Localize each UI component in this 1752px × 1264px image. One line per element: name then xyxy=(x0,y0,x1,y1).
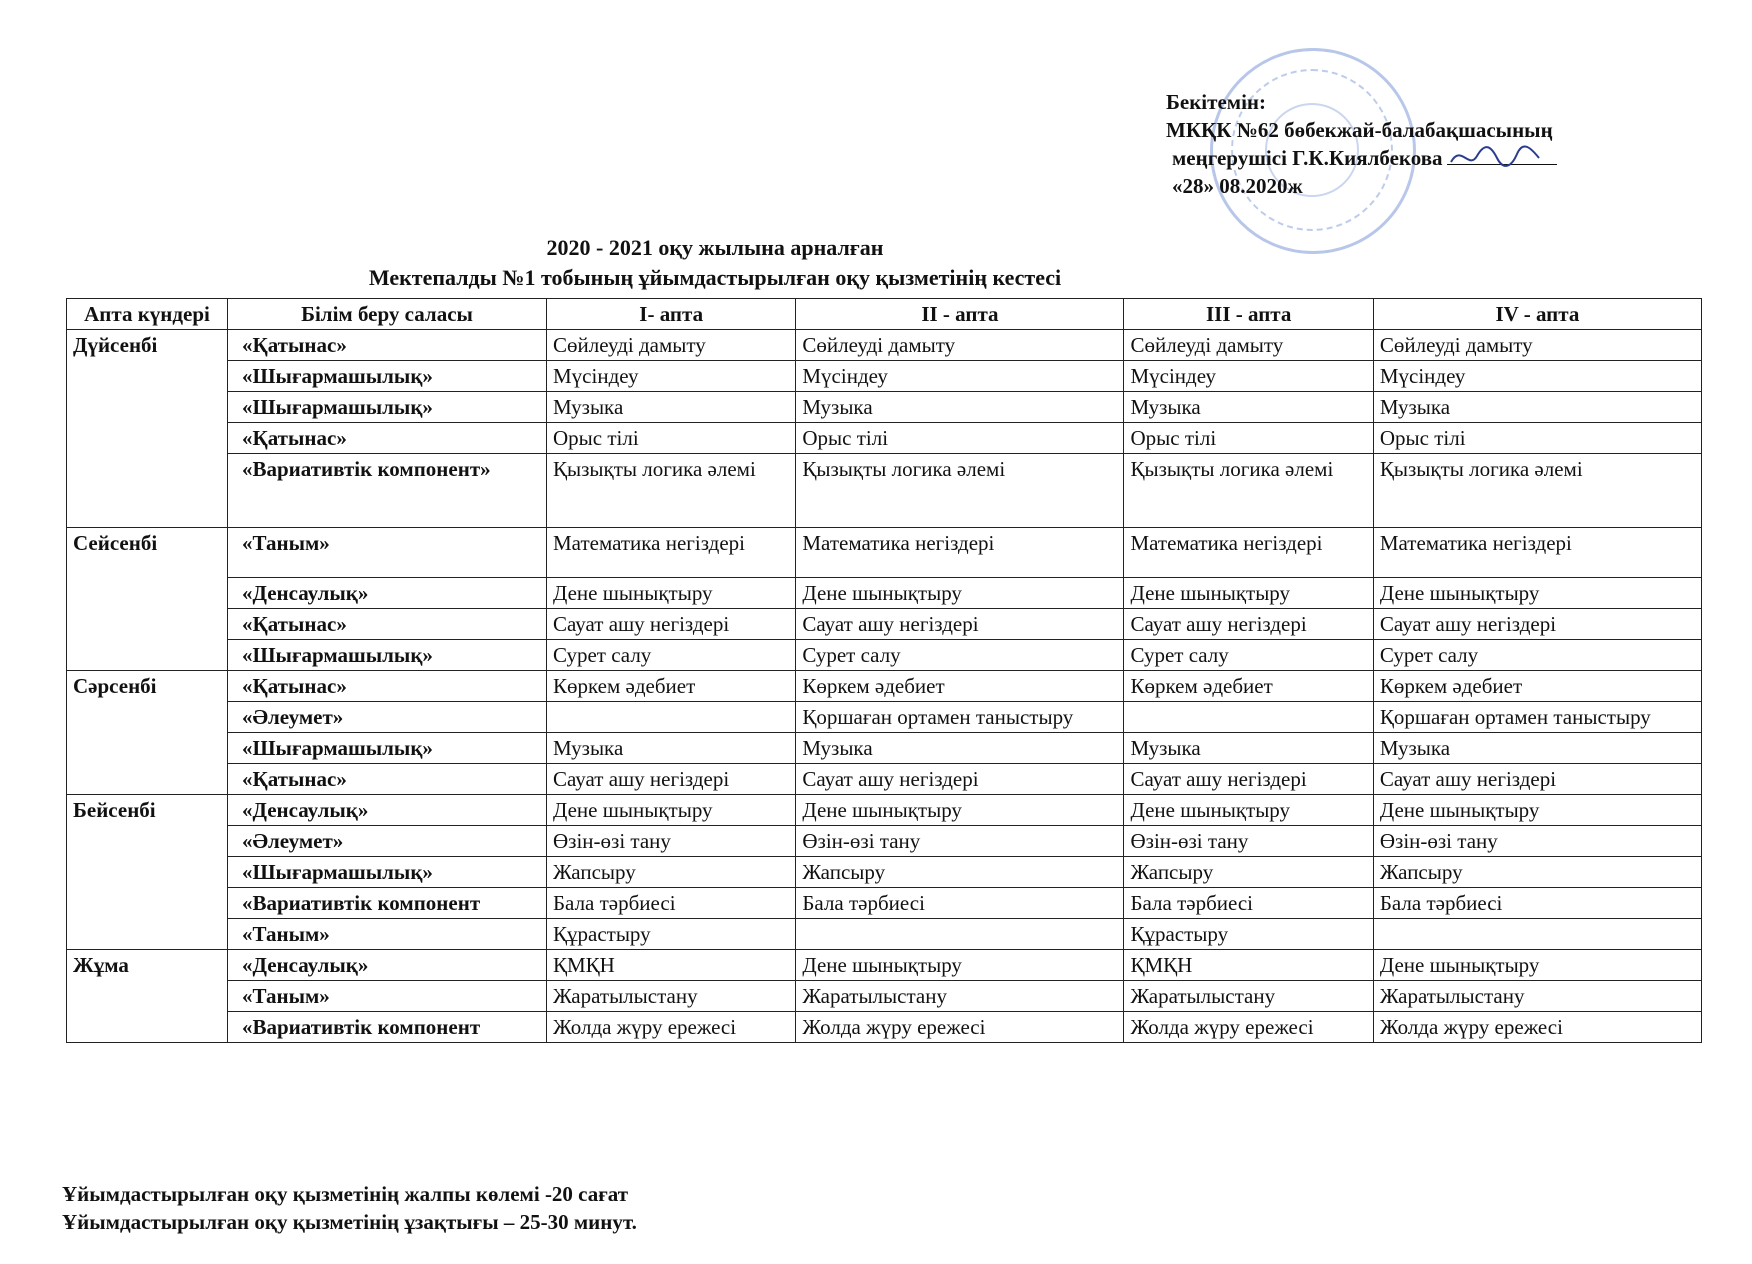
area-cell: «Қатынас» xyxy=(228,609,547,640)
activity-cell: Көркем әдебиет xyxy=(547,671,796,702)
area-cell: «Әлеумет» xyxy=(228,826,547,857)
activity-cell: Музыка xyxy=(547,733,796,764)
activity-cell: Жолда жүру ережесі xyxy=(547,1012,796,1043)
day-cell: Сәрсенбі xyxy=(67,671,228,795)
area-cell: «Әлеумет» xyxy=(228,702,547,733)
activity-cell: Музыка xyxy=(796,733,1124,764)
activity-cell: Музыка xyxy=(796,392,1124,423)
activity-cell: Орыс тілі xyxy=(796,423,1124,454)
activity-cell: Музыка xyxy=(1373,733,1701,764)
area-cell: «Таным» xyxy=(228,919,547,950)
activity-cell: Сурет салу xyxy=(796,640,1124,671)
header-week2: II - апта xyxy=(796,299,1124,330)
activity-cell: Музыка xyxy=(1124,733,1373,764)
area-cell: «Денсаулық» xyxy=(228,795,547,826)
activity-cell: Құрастыру xyxy=(547,919,796,950)
area-cell: «Қатынас» xyxy=(228,764,547,795)
table-row xyxy=(67,888,1702,919)
activity-cell: Сауат ашу негіздері xyxy=(1124,609,1373,640)
activity-cell: Дене шынықтыру xyxy=(1124,578,1373,609)
header-area: Білім беру саласы xyxy=(228,299,547,330)
activity-cell: Сауат ашу негіздері xyxy=(547,764,796,795)
table-row xyxy=(67,640,1702,671)
activity-cell: Математика негіздері xyxy=(1373,528,1701,578)
footer-duration: Ұйымдастырылған оқу қызметінің ұзақтығы – 25-30 минут. xyxy=(62,1210,637,1234)
activity-cell: Сурет салу xyxy=(1124,640,1373,671)
activity-cell: Дене шынықтыру xyxy=(1373,578,1701,609)
area-cell: «Шығармашылық» xyxy=(228,361,547,392)
activity-cell: Қызықты логика әлемі xyxy=(547,454,796,528)
activity-cell: Бала тәрбиесі xyxy=(1124,888,1373,919)
activity-cell: Дене шынықтыру xyxy=(1373,950,1701,981)
activity-cell: Жолда жүру ережесі xyxy=(1373,1012,1701,1043)
activity-cell: Дене шынықтыру xyxy=(1124,795,1373,826)
activity-cell xyxy=(1373,919,1701,950)
signature-icon xyxy=(1447,142,1557,172)
activity-cell: Жапсыру xyxy=(796,857,1124,888)
activity-cell: Өзін-өзі тану xyxy=(1373,826,1701,857)
day-cell: Дүйсенбі xyxy=(67,330,228,528)
activity-cell: Дене шынықтыру xyxy=(796,578,1124,609)
footer-notes xyxy=(62,1180,637,1236)
activity-cell: Сурет салу xyxy=(547,640,796,671)
activity-cell: Дене шынықтыру xyxy=(1373,795,1701,826)
activity-cell: Қоршаған ортамен таныстыру xyxy=(1373,702,1701,733)
activity-cell: Көркем әдебиет xyxy=(796,671,1124,702)
table-row xyxy=(67,981,1702,1012)
activity-cell: Жолда жүру ережесі xyxy=(796,1012,1124,1043)
header-week1: I- апта xyxy=(547,299,796,330)
approval-block xyxy=(1166,88,1557,200)
activity-cell: Жаратылыстану xyxy=(1124,981,1373,1012)
area-cell: «Қатынас» xyxy=(228,423,547,454)
table-row xyxy=(67,361,1702,392)
activity-cell xyxy=(1124,702,1373,733)
activity-cell: Музыка xyxy=(1124,392,1373,423)
activity-cell: Жаратылыстану xyxy=(547,981,796,1012)
activity-cell: Жаратылыстану xyxy=(796,981,1124,1012)
activity-cell: Дене шынықтыру xyxy=(796,795,1124,826)
activity-cell: Сауат ашу негіздері xyxy=(1124,764,1373,795)
activity-cell: Сөйлеуді дамыту xyxy=(796,330,1124,361)
table-row xyxy=(67,578,1702,609)
activity-cell: Сөйлеуді дамыту xyxy=(1124,330,1373,361)
area-cell: «Денсаулық» xyxy=(228,950,547,981)
activity-cell: Өзін-өзі тану xyxy=(547,826,796,857)
activity-cell: Сурет салу xyxy=(1373,640,1701,671)
area-cell: «Қатынас» xyxy=(228,330,547,361)
activity-cell: Сауат ашу негіздері xyxy=(796,764,1124,795)
activity-cell: Орыс тілі xyxy=(1373,423,1701,454)
activity-cell: Құрастыру xyxy=(1124,919,1373,950)
activity-cell: Дене шынықтыру xyxy=(547,795,796,826)
approval-heading: Бекітемін: xyxy=(1166,90,1267,114)
area-cell: «Таным» xyxy=(228,981,547,1012)
table-row xyxy=(67,764,1702,795)
activity-cell: Жапсыру xyxy=(547,857,796,888)
activity-cell: Математика негіздері xyxy=(547,528,796,578)
activity-cell: Мүсіндеу xyxy=(796,361,1124,392)
activity-cell: Дене шынықтыру xyxy=(547,578,796,609)
header-week4: IV - апта xyxy=(1373,299,1701,330)
activity-cell: Математика негіздері xyxy=(1124,528,1373,578)
header-days: Апта күндері xyxy=(67,299,228,330)
activity-cell: Жапсыру xyxy=(1373,857,1701,888)
schedule-body xyxy=(67,330,1702,1043)
schedule-table xyxy=(66,298,1702,1043)
header-week3: III - апта xyxy=(1124,299,1373,330)
area-cell: «Вариативтік компонент xyxy=(228,1012,547,1043)
table-row xyxy=(67,733,1702,764)
activity-cell: Бала тәрбиесі xyxy=(796,888,1124,919)
activity-cell: Сөйлеуді дамыту xyxy=(547,330,796,361)
activity-cell: Сауат ашу негіздері xyxy=(1373,764,1701,795)
activity-cell: Көркем әдебиет xyxy=(1373,671,1701,702)
table-row xyxy=(67,950,1702,981)
area-cell: «Шығармашылық» xyxy=(228,857,547,888)
area-cell: «Таным» xyxy=(228,528,547,578)
approval-date: «28» 08.2020ж xyxy=(1172,174,1303,198)
activity-cell: ҚМҚН xyxy=(547,950,796,981)
activity-cell: Бала тәрбиесі xyxy=(547,888,796,919)
table-row xyxy=(67,671,1702,702)
table-row xyxy=(67,330,1702,361)
activity-cell: Музыка xyxy=(547,392,796,423)
table-header-row xyxy=(67,299,1702,330)
day-cell: Жұма xyxy=(67,950,228,1043)
activity-cell: Сөйлеуді дамыту xyxy=(1373,330,1701,361)
activity-cell: Математика негіздері xyxy=(796,528,1124,578)
table-row xyxy=(67,609,1702,640)
activity-cell: Қызықты логика әлемі xyxy=(1373,454,1701,528)
activity-cell: Музыка xyxy=(1373,392,1701,423)
table-row xyxy=(67,454,1702,528)
table-row xyxy=(67,1012,1702,1043)
activity-cell: Жолда жүру ережесі xyxy=(1124,1012,1373,1043)
activity-cell: Жаратылыстану xyxy=(1373,981,1701,1012)
area-cell: «Вариативтік компонент xyxy=(228,888,547,919)
activity-cell: Қоршаған ортамен таныстыру xyxy=(796,702,1124,733)
activity-cell: Сауат ашу негіздері xyxy=(1373,609,1701,640)
table-row xyxy=(67,392,1702,423)
activity-cell: Орыс тілі xyxy=(1124,423,1373,454)
table-row xyxy=(67,919,1702,950)
area-cell: «Шығармашылық» xyxy=(228,392,547,423)
activity-cell: Өзін-өзі тану xyxy=(1124,826,1373,857)
area-cell: «Шығармашылық» xyxy=(228,640,547,671)
activity-cell: Көркем әдебиет xyxy=(1124,671,1373,702)
signature-line xyxy=(1447,164,1557,165)
activity-cell: ҚМҚН xyxy=(1124,950,1373,981)
activity-cell: Мүсіндеу xyxy=(1124,361,1373,392)
activity-cell xyxy=(796,919,1124,950)
activity-cell: Қызықты логика әлемі xyxy=(1124,454,1373,528)
day-cell: Бейсенбі xyxy=(67,795,228,950)
activity-cell: Өзін-өзі тану xyxy=(796,826,1124,857)
activity-cell: Қызықты логика әлемі xyxy=(796,454,1124,528)
area-cell: «Шығармашылық» xyxy=(228,733,547,764)
table-row xyxy=(67,528,1702,578)
table-row xyxy=(67,795,1702,826)
table-row xyxy=(67,857,1702,888)
table-row xyxy=(67,702,1702,733)
footer-total-volume: Ұйымдастырылған оқу қызметінің жалпы көлемі -20 сағат xyxy=(62,1182,629,1206)
activity-cell: Жапсыру xyxy=(1124,857,1373,888)
approval-director-name: меңгерушісі Г.К.Киялбекова xyxy=(1172,146,1443,170)
activity-cell: Мүсіндеу xyxy=(547,361,796,392)
day-cell: Сейсенбі xyxy=(67,528,228,671)
area-cell: «Қатынас» xyxy=(228,671,547,702)
activity-cell: Сауат ашу негіздері xyxy=(796,609,1124,640)
table-row xyxy=(67,826,1702,857)
approval-director xyxy=(1166,144,1557,172)
table-row xyxy=(67,423,1702,454)
activity-cell: Бала тәрбиесі xyxy=(1373,888,1701,919)
approval-organization: МКҚК №62 бөбекжай-балабақшасының xyxy=(1166,118,1553,142)
activity-cell xyxy=(547,702,796,733)
document-title-line1: 2020 - 2021 оқу жылына арналған xyxy=(546,235,884,260)
area-cell: «Вариативтік компонент» xyxy=(228,454,547,528)
activity-cell: Сауат ашу негіздері xyxy=(547,609,796,640)
area-cell: «Денсаулық» xyxy=(228,578,547,609)
activity-cell: Мүсіндеу xyxy=(1373,361,1701,392)
document-title-line2: Мектепалды №1 тобының ұйымдастырылған оқу қызметінің кестесі xyxy=(368,265,1062,290)
activity-cell: Дене шынықтыру xyxy=(796,950,1124,981)
activity-cell: Орыс тілі xyxy=(547,423,796,454)
